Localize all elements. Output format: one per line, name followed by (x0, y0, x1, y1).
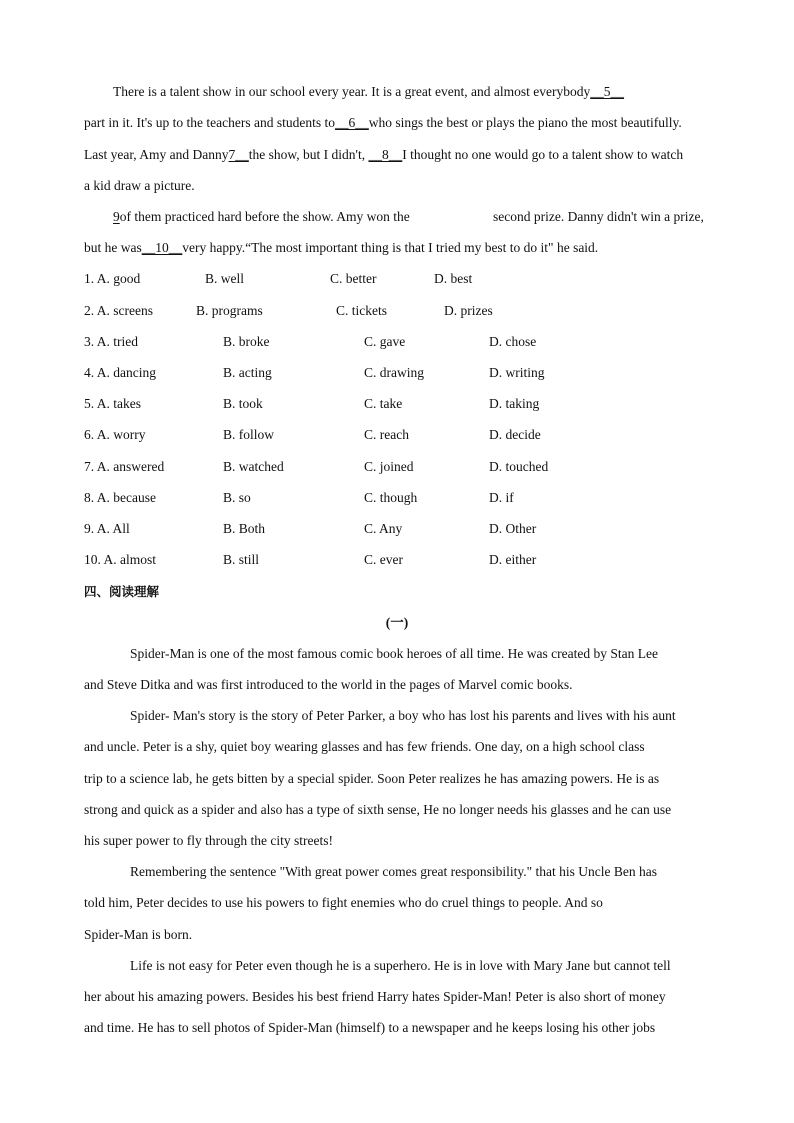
cloze-line (84, 177, 195, 195)
cloze-line (113, 83, 624, 101)
passage-line: and time. He has to sell photos of Spider-Man (himself) to a newspaper and he keeps losing his other jobs (84, 1020, 656, 1035)
blank-9: 9 (113, 209, 120, 224)
option-b: B. took (223, 396, 263, 411)
option-a: 5. A. takes (84, 396, 141, 411)
option-b: B. watched (223, 459, 284, 474)
option-a: 4. A. dancing (84, 365, 156, 380)
option-b: B. broke (223, 334, 270, 349)
option-d: D. best (434, 271, 473, 286)
option-d: D. touched (489, 459, 549, 474)
cloze-text: a kid draw a picture. (84, 178, 195, 193)
passage-number: (一) (385, 615, 409, 630)
option-a: 7. A. answered (84, 459, 165, 474)
option-b: B. Both (223, 521, 266, 536)
option-c: C. Any (364, 521, 403, 536)
option-a: 2. A. screens (84, 303, 153, 318)
cloze-text: There is a talent show in our school every year. It is a great event, and almost everybody (113, 84, 591, 99)
option-d: D. prizes (444, 303, 493, 318)
option-b: B. well (205, 271, 244, 286)
option-c: C. better (330, 271, 377, 286)
option-c: C. joined (364, 459, 414, 474)
option-a: 8. A. because (84, 490, 156, 505)
cloze-line (113, 208, 410, 226)
cloze-text: but he was (84, 240, 142, 255)
option-c: C. ever (364, 552, 403, 567)
option-c: C. though (364, 490, 418, 505)
passage-line: Spider-Man is one of the most famous comic book heroes of all time. He was created by Stan Lee (130, 646, 658, 661)
passage-line: Remembering the sentence "With great power comes great responsibility." that his Uncle Ben has (130, 864, 657, 879)
option-a: 10. A. almost (84, 552, 157, 567)
option-d: D. if (489, 490, 514, 505)
option-a: 1. A. good (84, 271, 141, 286)
option-d: D. writing (489, 365, 545, 380)
section-heading: 四、阅读理解 (84, 584, 160, 599)
passage-line: Life is not easy for Peter even though he is a superhero. He is in love with Mary Jane but cannot tell (130, 958, 671, 973)
cloze-text: Last year, Amy and Danny (84, 147, 229, 162)
passage-line: strong and quick as a spider and also has a type of sixth sense, He no longer needs his glasses and he can use (84, 802, 672, 817)
cloze-line (84, 239, 598, 257)
blank-10: __10__ (141, 240, 183, 255)
cloze-line (493, 208, 704, 226)
option-c: C. take (364, 396, 403, 411)
option-d: D. either (489, 552, 537, 567)
option-c: C. reach (364, 427, 409, 442)
passage-line: and uncle. Peter is a shy, quiet boy wearing glasses and has few friends. One day, on a high school class (84, 739, 645, 754)
cloze-text: the show, but I didn't, (248, 147, 366, 162)
passage-line: her about his amazing powers. Besides his best friend Harry hates Spider-Man! Peter is also short of money (84, 989, 666, 1004)
option-c: C. gave (364, 334, 406, 349)
cloze-text: of them practiced hard before the show. Amy won the (119, 209, 410, 224)
cloze-line (84, 114, 682, 132)
cloze-text: part in it. It's up to the teachers and students to (84, 115, 336, 130)
passage-line: Spider- Man's story is the story of Peter Parker, a boy who has lost his parents and lives with his aunt (130, 708, 676, 723)
cloze-text: very happy.“The most important thing is that I tried my best to do it" he said. (182, 240, 599, 255)
option-b: B. acting (223, 365, 272, 380)
cloze-line (84, 146, 683, 164)
cloze-text: who sings the best or plays the piano the most beautifully. (368, 115, 682, 130)
blank-7: 7__ (228, 147, 249, 162)
passage-line: trip to a science lab, he gets bitten by a special spider. Soon Peter realizes he has amazing powers. He is as (84, 771, 660, 786)
option-d: D. taking (489, 396, 540, 411)
option-d: D. chose (489, 334, 537, 349)
option-d: D. Other (489, 521, 537, 536)
option-d: D. decide (489, 427, 541, 442)
passage-line: his super power to fly through the city streets! (84, 833, 333, 848)
option-b: B. follow (223, 427, 275, 442)
option-b: B. programs (196, 303, 263, 318)
option-a: 9. A. All (84, 521, 130, 536)
passage-line: and Steve Ditka and was first introduced to the world in the pages of Marvel comic books. (84, 677, 573, 692)
option-a: 3. A. tried (84, 334, 138, 349)
blank-8: __8__ (368, 147, 403, 162)
cloze-text: second prize. Danny didn't win a prize, (493, 209, 704, 224)
blank-5: __5__ (590, 84, 624, 99)
cloze-text: I thought no one would go to a talent show to watch (402, 147, 684, 162)
passage-line: told him, Peter decides to use his powers to fight enemies who do cruel things to people. And so (84, 895, 603, 910)
option-a: 6. A. worry (84, 427, 146, 442)
option-b: B. still (223, 552, 260, 567)
option-c: C. tickets (336, 303, 387, 318)
option-c: C. drawing (364, 365, 424, 380)
blank-6: __6__ (335, 115, 369, 130)
passage-line: Spider-Man is born. (84, 927, 193, 942)
option-b: B. so (223, 490, 251, 505)
